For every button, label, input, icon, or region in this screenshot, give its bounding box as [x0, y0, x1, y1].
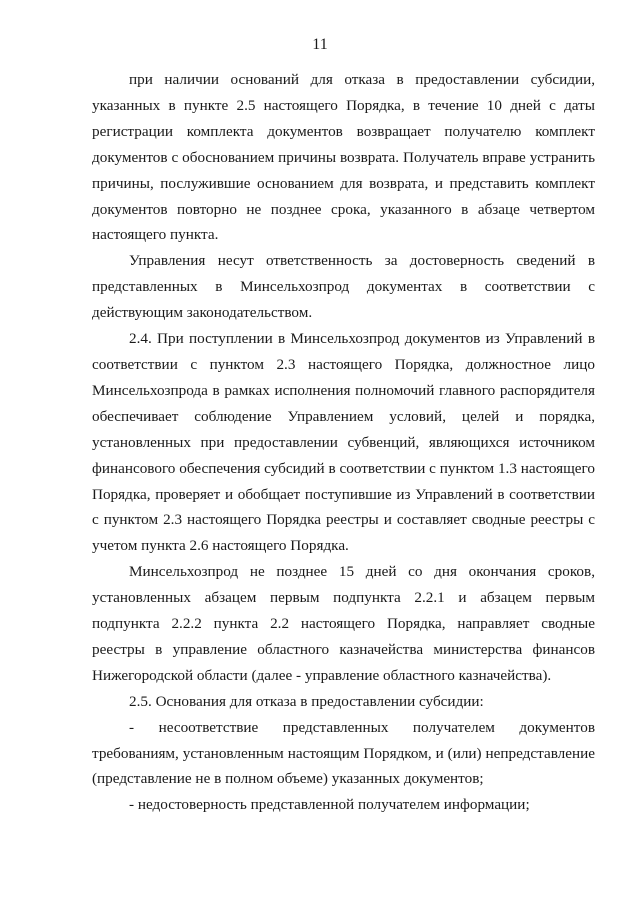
paragraph-2-4: 2.4. При поступлении в Минсельхозпрод документов из Управлений в соответствии с пунктом 2.3 настоящего Порядка, должностное лицо Минсельхозпрода в рамках исполнения полномочий главного распорядителя обеспечивает соблюдение Управлением условий, целей и порядка, установленных при предоставлении субвенций, являющихся источником финансового обеспечения субсидий в соответствии с пунктом 1.3 настоящего Порядка, проверяет и обобщает поступившие из Управлений в соответствии с пунктом 2.3 настоящего Порядка реестры и составляет сводные реестры с учетом пункта 2.6 настоящего Порядка. [92, 330, 595, 555]
page-number: 11 [312, 36, 328, 53]
paragraph-2-5-heading: 2.5. Основания для отказа в предоставлении субсидии: [129, 692, 484, 710]
paragraph-responsibility: Управления несут ответственность за достоверность сведений в представленных в Минсельхозпрод документах в соответствии с действующим законодательством. [92, 252, 595, 322]
paragraph-return-documents: при наличии оснований для отказа в предоставлении субсидии, указанных в пункте 2.5 настоящего Порядка, в течение 10 дней с даты регистрации комплекта документов возвращает получателю комплект документов с обоснованием причины возврата. Получатель вправе устранить причины, послужившие основанием для возврата, и представить комплект документов повторно не позднее срока, указанного в абзаце четвертом настоящего пункта. [92, 71, 595, 244]
paragraph-refusal-reason-1: - несоответствие представленных получателем документов требованиям, установленным настоящим Порядком, и (или) непредставление (представление не в полном объеме) указанных документов; [92, 718, 595, 788]
document-body [92, 67, 595, 818]
paragraph-refusal-reason-2: - недостоверность представленной получателем информации; [129, 796, 530, 814]
paragraph-summary-registers: Минсельхозпрод не позднее 15 дней со дня окончания сроков, установленных абзацем первым подпункта 2.2.1 и абзацем первым подпункта 2.2.2 пункта 2.2 настоящего Порядка, направляет сводные реестры в управление областного казначейства министерства финансов Нижегородской области (далее - управление областного казначейства). [92, 563, 595, 684]
